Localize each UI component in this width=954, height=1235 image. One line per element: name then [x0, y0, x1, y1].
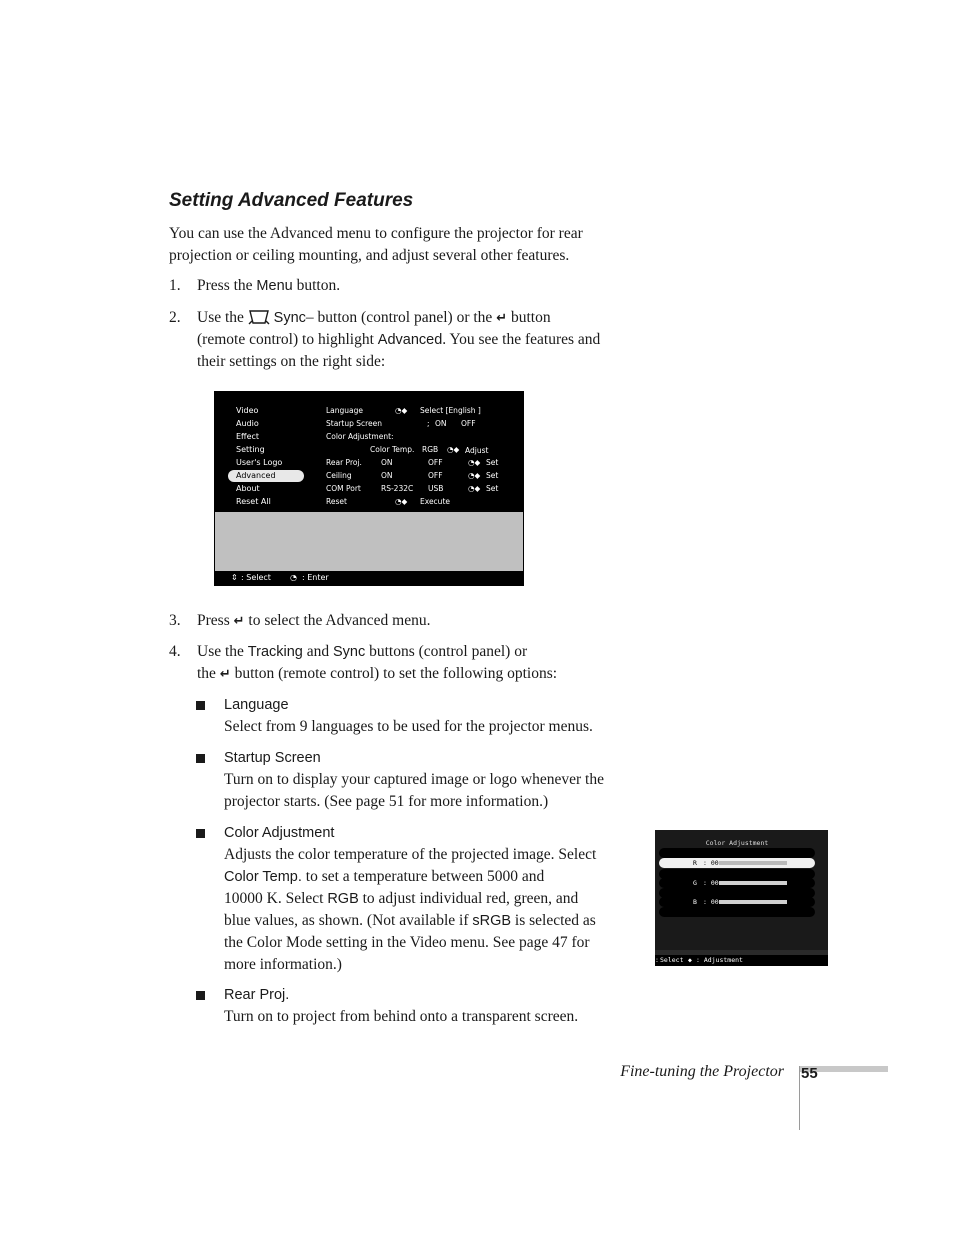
- intro-paragraph: [169, 223, 583, 267]
- step-2-l1-pre: Use the: [197, 309, 248, 326]
- bullet-color-line-3: [224, 888, 596, 910]
- startup-screen-label: Startup Screen: [326, 419, 383, 428]
- ca-r-slider: [719, 861, 787, 865]
- enter-arrow-icon: ↵: [219, 667, 231, 682]
- step-2-line-3: their settings on the right side:: [197, 353, 386, 370]
- ceiling-label: Ceiling: [326, 471, 352, 480]
- step-1-number: 1.: [169, 277, 181, 294]
- tracking-key-label: Tracking: [247, 644, 303, 660]
- bullet-square-icon: [196, 829, 205, 838]
- step-4-l2-post: button (remote control) to set the following options:: [230, 665, 558, 682]
- ca-g-slider: [719, 881, 787, 885]
- ca-footer-adjustment: : Adjustment: [696, 956, 743, 964]
- step-1-post: button.: [292, 277, 341, 294]
- menu-item-reset-all: Reset All: [228, 496, 304, 508]
- step-2-line-1: [197, 307, 551, 330]
- bullet-startup-screen: [224, 747, 604, 813]
- color-temp-key-label: Color Temp.: [224, 869, 302, 885]
- step-4-l1-mid: and: [302, 643, 333, 660]
- com-rs232c: RS-232C: [381, 484, 414, 493]
- step-4-line-2: [197, 663, 557, 686]
- step-3-number: 3.: [169, 612, 181, 629]
- menu-item-about: About: [228, 483, 304, 495]
- bullet-startup-line-1: Turn on to display your captured image or logo whenever the: [224, 771, 604, 788]
- startup-off: OFF: [461, 419, 476, 428]
- step-4-line-1: [197, 641, 527, 663]
- set-icon: ◔◆: [468, 484, 481, 493]
- rgb-key-label: RGB: [327, 891, 359, 907]
- rear-set: Set: [486, 458, 499, 467]
- startup-on: ON: [435, 419, 447, 428]
- step-3-post: to select the Advanced menu.: [244, 612, 431, 629]
- bullet-square-icon: [196, 701, 205, 710]
- ca-r-label: R: [693, 859, 697, 867]
- ca-footer-select: Select: [660, 956, 684, 964]
- ca-row-spacer: [659, 907, 815, 917]
- reset-value: Execute: [420, 497, 450, 506]
- rear-proj-label: Rear Proj.: [326, 458, 362, 467]
- bullet-color-line-2: [224, 866, 596, 888]
- advanced-key-label: Advanced: [377, 332, 443, 348]
- enter-arrow-icon: ↵: [496, 311, 508, 326]
- menu-item-video: Video: [228, 405, 304, 417]
- step-2-l1-mid: – button (control panel) or the: [305, 309, 497, 326]
- step-4: [169, 641, 669, 685]
- reset-label: Reset: [326, 497, 347, 506]
- rear-off: OFF: [428, 458, 443, 467]
- intro-line-2: projection or ceiling mounting, and adjust several other features.: [169, 247, 570, 264]
- bullet-rear-proj: [224, 984, 578, 1028]
- color-temp-option: Color Temp.: [370, 445, 415, 454]
- bullet-color-l2-post: to set a temperature between 5000 and: [301, 868, 545, 885]
- bullet-startup-title: Startup Screen: [224, 750, 321, 766]
- enter-execute-icon: ◔◆: [395, 497, 408, 506]
- bullet-color-line-1: Adjusts the color temperature of the projected image. Select: [224, 846, 597, 863]
- ceiling-set: Set: [486, 471, 499, 480]
- ca-g-label: G: [693, 879, 697, 887]
- ca-footer-bar: [655, 955, 828, 966]
- step-2-number: 2.: [169, 309, 181, 326]
- ca-b-slider: [719, 900, 787, 904]
- srgb-key-label: sRGB: [472, 913, 512, 929]
- ca-row-g: [659, 878, 815, 888]
- rear-on: ON: [381, 458, 393, 467]
- bullet-color-line-4: [224, 910, 596, 932]
- step-2-line-2: [197, 329, 600, 351]
- step-3-text: [197, 610, 430, 633]
- step-4-number: 4.: [169, 643, 181, 660]
- ca-r-value: : 00: [703, 859, 719, 867]
- step-1-pre: Press the: [197, 277, 257, 294]
- enter-arrow-icon: ↵: [233, 614, 245, 629]
- step-3-pre: Press: [197, 612, 234, 629]
- menu-item-audio: Audio: [228, 418, 304, 430]
- menu-footer-bar: [215, 571, 523, 585]
- com-set: Set: [486, 484, 499, 493]
- com-port-label: COM Port: [326, 484, 361, 493]
- step-2-l2-post: . You see the features and: [442, 331, 601, 348]
- rgb-option: RGB: [422, 445, 439, 454]
- step-4-l2-pre: the: [197, 665, 220, 682]
- ca-row-r: [659, 858, 815, 868]
- footer-section-title: Fine-tuning the Projector: [620, 1063, 784, 1080]
- ca-leftright-icon: ◆: [688, 956, 692, 964]
- adjust-icon: ◔◆: [447, 445, 460, 454]
- ca-g-value: : 00: [703, 879, 719, 887]
- menu-item-setting: Setting: [228, 444, 304, 456]
- bullet-color-l3-post: to adjust individual red, green, and: [358, 890, 579, 907]
- ca-b-label: B: [693, 898, 697, 906]
- step-2: [169, 307, 669, 373]
- language-label: Language: [326, 406, 364, 415]
- bullet-square-icon: [196, 991, 205, 1000]
- bullet-color-title: Color Adjustment: [224, 825, 335, 841]
- intro-line-1: You can use the Advanced menu to configure the projector for rear: [169, 225, 583, 242]
- ca-row-b: [659, 897, 815, 907]
- colon-mark: ;: [427, 419, 430, 428]
- step-2-l2-pre: (remote control) to highlight: [197, 331, 378, 348]
- ceiling-off: OFF: [428, 471, 443, 480]
- com-usb: USB: [428, 484, 444, 493]
- bullet-color-adjustment: [224, 822, 596, 976]
- color-adjustment-screenshot: [655, 830, 828, 966]
- page-number: 55: [801, 1065, 818, 1082]
- menu-item-users-logo: User's Logo: [228, 457, 304, 469]
- bullet-square-icon: [196, 754, 205, 763]
- set-icon: ◔◆: [468, 471, 481, 480]
- bullet-rear-text: Turn on to project from behind onto a transparent screen.: [224, 1008, 579, 1025]
- ceiling-on: ON: [381, 471, 393, 480]
- enter-icon: ◔: [290, 573, 297, 582]
- enter-select-icon: ◔◆: [395, 406, 408, 415]
- ca-updown-icon: :: [655, 956, 659, 964]
- bullet-startup-line-2: projector starts. (See page 51 for more information.): [224, 793, 549, 810]
- step-3: [169, 610, 669, 632]
- sync-key-label: Sync: [273, 310, 306, 326]
- footer-select: : Select: [241, 573, 271, 582]
- bullet-color-l4-post: is selected as: [511, 912, 596, 929]
- menu-item-advanced: Advanced: [228, 470, 304, 482]
- bullet-color-line-6: more information.): [224, 956, 342, 973]
- step-4-l1-pre: Use the: [197, 643, 248, 660]
- language-value: Select [English ]: [420, 406, 481, 415]
- bullet-language: [224, 694, 593, 738]
- ca-row-spacer: [659, 848, 815, 858]
- footer-enter: : Enter: [302, 573, 329, 582]
- page-heading: Setting Advanced Features: [169, 190, 414, 211]
- bullet-language-text: Select from 9 languages to be used for the projector menus.: [224, 718, 593, 735]
- footer-vertical-rule: [799, 1066, 800, 1130]
- adjust-value: Adjust: [465, 446, 489, 455]
- bullet-language-title: Language: [224, 697, 289, 713]
- step-1-text: [197, 275, 340, 297]
- ca-b-value: : 00: [703, 898, 719, 906]
- ca-title: Color Adjustment: [705, 839, 769, 847]
- keystone-icon: [248, 309, 270, 325]
- updown-arrow-icon: ⇕: [231, 573, 238, 582]
- step-2-l1-post: button: [507, 309, 551, 326]
- color-adjustment-label: Color Adjustment:: [326, 432, 394, 441]
- menu-item-effect: Effect: [228, 431, 304, 443]
- bullet-color-l4-pre: blue values, as shown. (Not available if: [224, 912, 473, 929]
- bullet-rear-title: Rear Proj.: [224, 987, 290, 1003]
- advanced-menu-screenshot: [214, 391, 524, 586]
- bullet-color-line-5: the Color Mode setting in the Video menu. See page 47 for: [224, 934, 590, 951]
- step-4-l1-post: buttons (control panel) or: [365, 643, 528, 660]
- sync-key-label: Sync: [333, 644, 366, 660]
- set-icon: ◔◆: [468, 458, 481, 467]
- step-1: [169, 275, 669, 297]
- bullet-color-l3-pre: 10000 K. Select: [224, 890, 328, 907]
- menu-key-label: Menu: [256, 278, 293, 294]
